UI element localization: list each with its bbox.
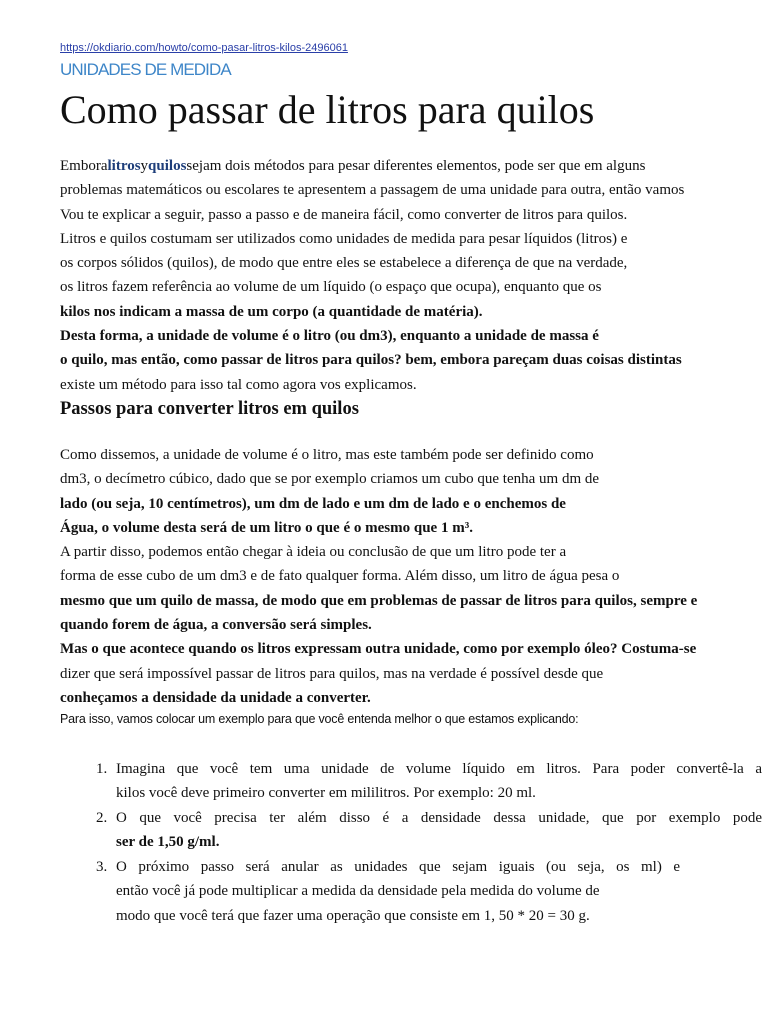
step-number: 3.: [96, 859, 108, 876]
section-line-4: Água, o volume desta será de um litro o que é o mesmo que 1 m³.: [60, 519, 473, 536]
intro-text: sejam dois métodos para pesar diferentes elementos, pode ser que em alguns: [186, 158, 646, 174]
list-item: [90, 806, 762, 855]
step-text: Imagina que você tem uma unidade de volume líquido em litros. Para poder convertê-la a: [116, 761, 762, 777]
keyword-litros: litros: [107, 158, 141, 174]
step-text: modo que você terá que fazer uma operação que consiste em 1, 50 * 20 = 30 g.: [116, 907, 590, 924]
keyword-quilos: quilos: [148, 158, 187, 174]
section-line-8: quando forem de água, a conversão será simples.: [60, 617, 372, 634]
section-line-7: mesmo que um quilo de massa, de modo que em problemas de passar de litros para quilos, sempre e: [60, 592, 698, 609]
intro-line-9: o quilo, mas então, como passar de litros para quilos? bem, embora pareçam duas coisas distintas: [60, 352, 682, 369]
section-line-1: Como dissemos, a unidade de volume é o litro, mas este também pode ser definido como: [60, 446, 594, 463]
step-number: 2.: [96, 810, 108, 827]
step-text: kilos você deve primeiro converter em mililitros. Por exemplo: 20 ml.: [116, 785, 536, 802]
step-text: O próximo passo será anular as unidades que sejam iguais (ou seja, os ml) e: [116, 859, 680, 876]
step-text: ser de 1,50 g/ml.: [116, 834, 220, 851]
intro-line-10: existe um método para isso tal como agora vos explicamos.: [60, 376, 417, 393]
step-text: então você já pode multiplicar a medida da densidade pela medida do volume de: [116, 883, 600, 900]
category-label: UNIDADES DE MEDIDA: [60, 60, 231, 79]
list-item: [90, 757, 762, 806]
steps-list: [90, 757, 762, 929]
section-line-5: A partir disso, podemos então chegar à ideia ou conclusão de que um litro pode ter a: [60, 544, 567, 561]
section-heading: Passos para converter litros em quilos: [60, 398, 359, 419]
section-line-2: dm3, o decímetro cúbico, dado que se por exemplo criamos um cubo que tenha um dm de: [60, 471, 600, 488]
step-text: O que você precisa ter além disso é a densidade dessa unidade, que por exemplo pode: [116, 810, 762, 827]
section-line-9: Mas o que acontece quando os litros expressam outra unidade, como por exemplo óleo? Costuma-se: [60, 641, 697, 658]
section-line-11: conheçamos a densidade da unidade a converter.: [60, 689, 371, 706]
page-title: Como passar de litros para quilos: [60, 87, 595, 132]
intro-line-3: Vou te explicar a seguir, passo a passo e de maneira fácil, como converter de litros para quilos.: [60, 206, 628, 223]
source-url-link[interactable]: https://okdiario.com/howto/como-pasar-litros-kilos-2496061: [60, 42, 348, 54]
list-item: [90, 855, 762, 928]
intro-line-5: os corpos sólidos (quilos), de modo que entre eles se estabelece a diferença de que na verdade,: [60, 255, 628, 272]
intro-line-1: [60, 154, 760, 178]
section-line-3: lado (ou seja, 10 centímetros), um dm de lado e um dm de lado e o enchemos de: [60, 495, 566, 512]
intro-line-6: os litros fazem referência ao volume de um líquido (o espaço que ocupa), enquanto que os: [60, 279, 602, 296]
intro-text: Embora: [60, 158, 108, 174]
section-line-10: dizer que será impossível passar de litros para quilos, mas na verdade é possível desde que: [60, 665, 604, 682]
article-body: [60, 154, 760, 728]
intro-line-2: problemas matemáticos ou escolares te apresentem a passagem de uma unidade para outra, então vamos: [60, 182, 685, 199]
intro-line-4: Litros e quilos costumam ser utilizados como unidades de medida para pesar líquidos (litros) e: [60, 230, 628, 247]
section-line-6: forma de esse cubo de um dm3 e de fato qualquer forma. Além disso, um litro de água pesa o: [60, 568, 620, 585]
spacer: [60, 421, 760, 443]
section-line-12: Para isso, vamos colocar um exemplo para que você entenda melhor o que estamos explicando:: [60, 712, 579, 727]
intro-line-8: Desta forma, a unidade de volume é o litro (ou dm3), enquanto a unidade de massa é: [60, 328, 599, 345]
intro-line-7: kilos nos indicam a massa de um corpo (a quantidade de matéria).: [60, 303, 483, 320]
step-number: 1.: [96, 761, 108, 777]
intro-text: y: [140, 158, 149, 174]
